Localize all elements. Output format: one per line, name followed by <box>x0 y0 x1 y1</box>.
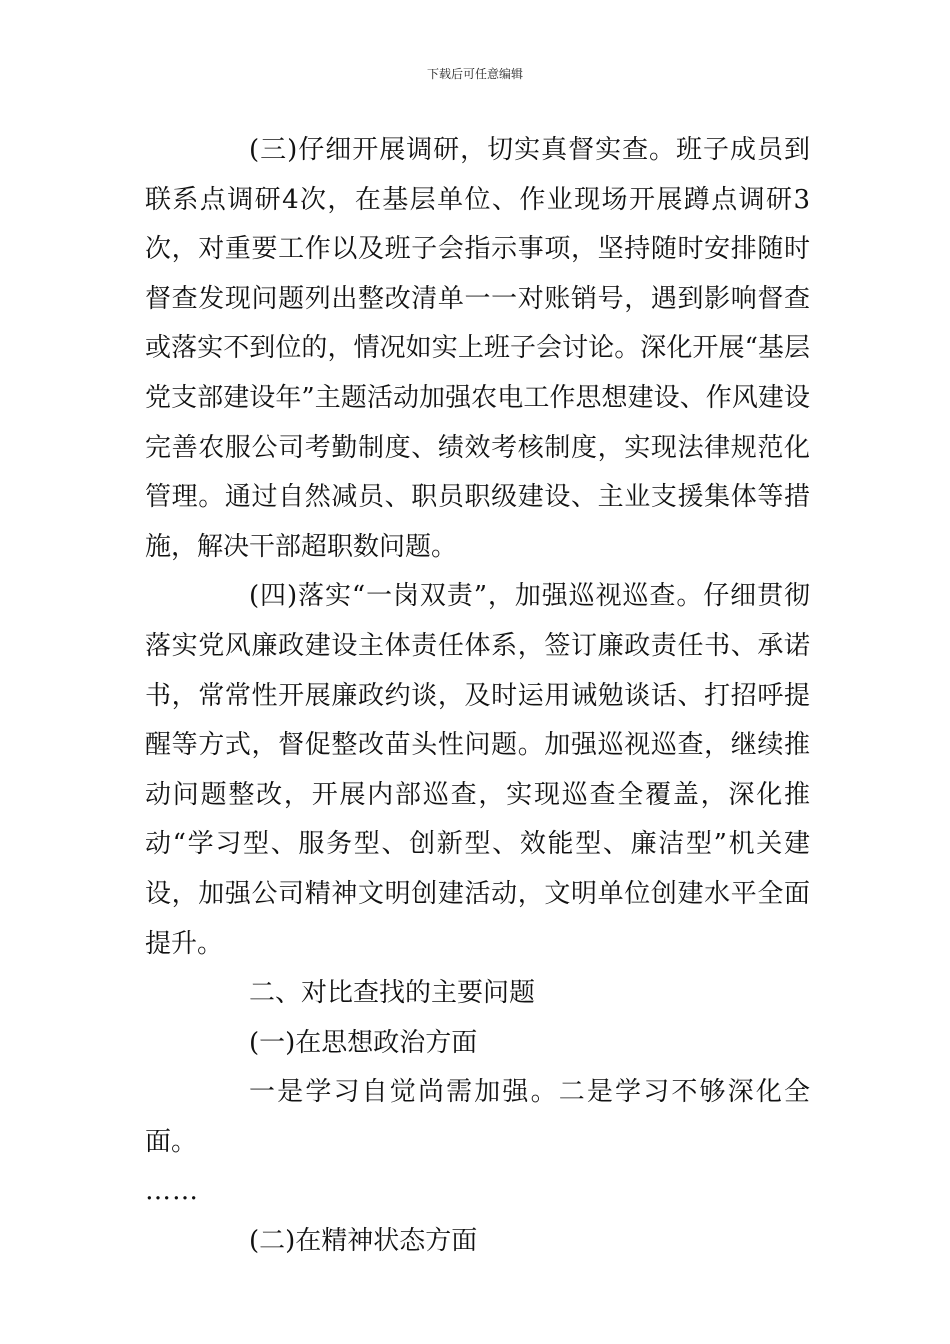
ellipsis: …… <box>145 1176 199 1207</box>
page-header: 下载后可任意编辑 <box>426 67 523 81</box>
paragraph-dual-responsibility: (四)落实“一岗双责”，加强巡视巡查。仔细贯彻落实党风廉政建设主体责任体系，签订廉政责任书、承诺书，常常性开展廉政约谈，及时运用诫勉谈话、打招呼提醒等方式，督促整改苗头性问题。加强巡视巡查，继续推动问题整改，开展内部巡查，实现巡查全覆盖，深化推动“学习型、服务型、创新型、效能型、廉洁型”机关建设，加强公司精神文明创建活动，文明单位创建水平全面提升。 <box>145 581 810 959</box>
section-heading-main-problems: 二、对比查找的主要问题 <box>249 978 536 1009</box>
subsection-heading-mental-state: (二)在精神状态方面 <box>249 1226 478 1257</box>
subsection-heading-ideology-politics: (一)在思想政治方面 <box>249 1027 478 1058</box>
paragraph-investigation: (三)仔细开展调研，切实真督实查。班子成员到联系点调研4次，在基层单位、作业现场开展蹲点调研3次，对重要工作以及班子会指示事项，坚持随时安排随时督查发现问题列出整改清单一一对账销号，遇到影响督查或落实不到位的，情况如实上班子会讨论。深化开展“基层党支部建设年”主题活动加强农电工作思想建设、作风建设完善农服公司考勤制度、绩效考核制度，实现法律规范化管理。通过自然减员、职员职级建设、主业支援集体等措施，解决干部超职数问题。 <box>145 135 810 562</box>
document-body <box>145 126 810 1267</box>
paragraph-learning-issues: 一是学习自觉尚需加强。二是学习不够深化全面。 <box>145 1077 810 1157</box>
